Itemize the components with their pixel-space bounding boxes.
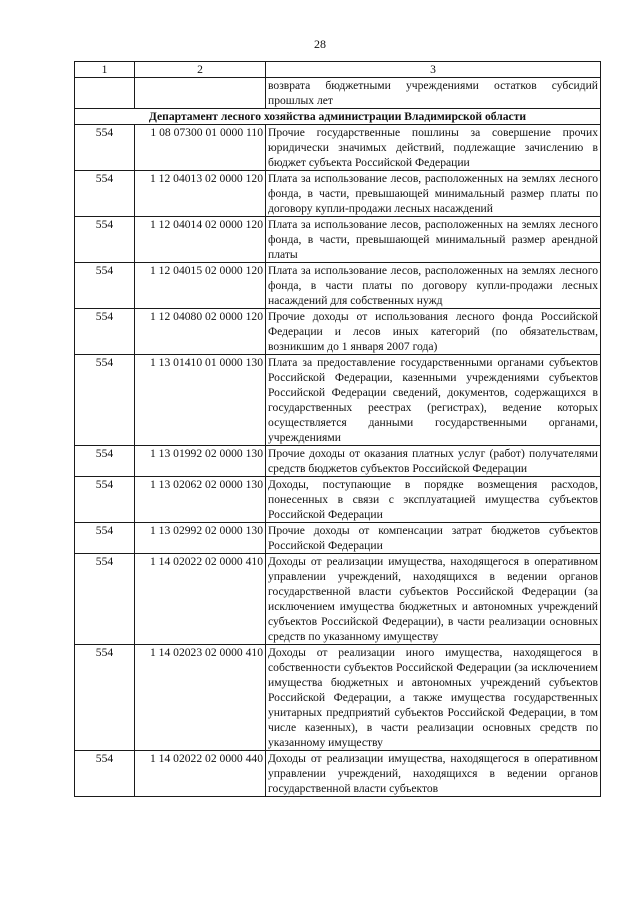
revenue-name-cell: Доходы, поступающие в порядке возмещения расходов, понесенных в связи с эксплуатацией имущества субъектов Российской Федерации	[266, 477, 601, 523]
column-header-1: 1	[75, 62, 135, 78]
revenue-name-cell: Плата за использование лесов, расположенных на землях лесного фонда, в части, превышающей минимальный размер платы по договору купли-продажи лесных насаждений	[266, 171, 601, 217]
page-number: 28	[314, 37, 326, 51]
revenue-name-cell: Плата за использование лесов, расположенных на землях лесного фонда, в части, превышающей минимальный размер арендной платы	[266, 217, 601, 263]
revenue-code-cell: 1 14 02023 02 0000 410	[135, 645, 266, 751]
department-title: Департамент лесного хозяйства администрации Владимирской области	[75, 109, 601, 125]
revenue-name-cell: Прочие доходы от компенсации затрат бюджетов субъектов Российской Федерации	[266, 523, 601, 554]
revenue-code-cell: 1 12 04080 02 0000 120	[135, 309, 266, 355]
table-row	[75, 751, 601, 797]
table-row	[75, 309, 601, 355]
admin-code-cell: 554	[75, 523, 135, 554]
table-row	[75, 217, 601, 263]
revenue-name-cell: Плата за использование лесов, расположенных на землях лесного фонда, в части платы по договору купли-продажи лесных насаждений для собственных нужд	[266, 263, 601, 309]
revenue-code-cell: 1 08 07300 01 0000 110	[135, 125, 266, 171]
revenue-code-cell: 1 14 02022 02 0000 410	[135, 554, 266, 645]
table-row	[75, 355, 601, 446]
revenue-code-cell: 1 13 01992 02 0000 130	[135, 446, 266, 477]
revenue-codes-table	[74, 61, 601, 797]
revenue-code-cell: 1 12 04013 02 0000 120	[135, 171, 266, 217]
column-header-3: 3	[266, 62, 601, 78]
table-row	[75, 171, 601, 217]
admin-code-cell: 554	[75, 171, 135, 217]
continuation-text: возврата бюджетными учреждениями остатков субсидий прошлых лет	[266, 78, 601, 109]
column-header-2: 2	[135, 62, 266, 78]
admin-code-cell: 554	[75, 355, 135, 446]
revenue-code-cell: 1 14 02022 02 0000 440	[135, 751, 266, 797]
revenue-name-cell: Прочие государственные пошлины за совершение прочих юридически значимых действий, подлежащие зачислению в бюджет субъекта Российской Федерации	[266, 125, 601, 171]
revenue-code-cell: 1 13 01410 01 0000 130	[135, 355, 266, 446]
revenue-name-cell: Прочие доходы от использования лесного фонда Российской Федерации и лесов иных категорий (по обязательствам, возникшим до 1 января 2007 года)	[266, 309, 601, 355]
admin-code-cell: 554	[75, 477, 135, 523]
revenue-name-cell: Доходы от реализации имущества, находящегося в оперативном управлении учреждений, находящихся в ведении органов государственной власти субъектов	[266, 751, 601, 797]
department-row	[75, 109, 601, 125]
continuation-row	[75, 78, 601, 109]
revenue-name-cell: Прочие доходы от оказания платных услуг (работ) получателями средств бюджетов субъектов Российской Федерации	[266, 446, 601, 477]
table-row	[75, 125, 601, 171]
admin-code-cell: 554	[75, 309, 135, 355]
admin-code-cell: 554	[75, 217, 135, 263]
revenue-code-cell: 1 12 04014 02 0000 120	[135, 217, 266, 263]
revenue-name-cell: Плата за предоставление государственными органами субъектов Российской Федерации, казенными учреждениями субъектов Российской Федерации сведений, документов, содержащихся в государственных реестрах (регистрах), ведение которых осуществляется данными государственными органами, учреждениями	[266, 355, 601, 446]
admin-code-cell: 554	[75, 751, 135, 797]
table-row	[75, 523, 601, 554]
revenue-name-cell: Доходы от реализации имущества, находящегося в оперативном управлении учреждений, находящихся в ведении органов государственной власти субъектов Российской Федерации (за исключением имущества бюджетных и автономных учреждений субъектов Российской Федерации), в части реализации основных средств по указанному имуществу	[266, 554, 601, 645]
revenue-name-cell: Доходы от реализации иного имущества, находящегося в собственности субъектов Российской Федерации (за исключением имущества бюджетных и автономных учреждений субъектов Российской Федерации, а также имущества государственных унитарных предприятий субъектов Российской Федерации, в том числе казенных), в части реализации основных средств по указанному имуществу	[266, 645, 601, 751]
revenue-code-cell: 1 12 04015 02 0000 120	[135, 263, 266, 309]
table-header-row	[75, 62, 601, 78]
table-row	[75, 263, 601, 309]
admin-code-cell: 554	[75, 263, 135, 309]
table-row	[75, 554, 601, 645]
table-row	[75, 446, 601, 477]
revenue-code-cell: 1 13 02992 02 0000 130	[135, 523, 266, 554]
table-row	[75, 477, 601, 523]
admin-code-cell: 554	[75, 446, 135, 477]
admin-code-cell: 554	[75, 554, 135, 645]
admin-code-cell: 554	[75, 125, 135, 171]
revenue-code-cell: 1 13 02062 02 0000 130	[135, 477, 266, 523]
admin-code-cell: 554	[75, 645, 135, 751]
table-row	[75, 645, 601, 751]
